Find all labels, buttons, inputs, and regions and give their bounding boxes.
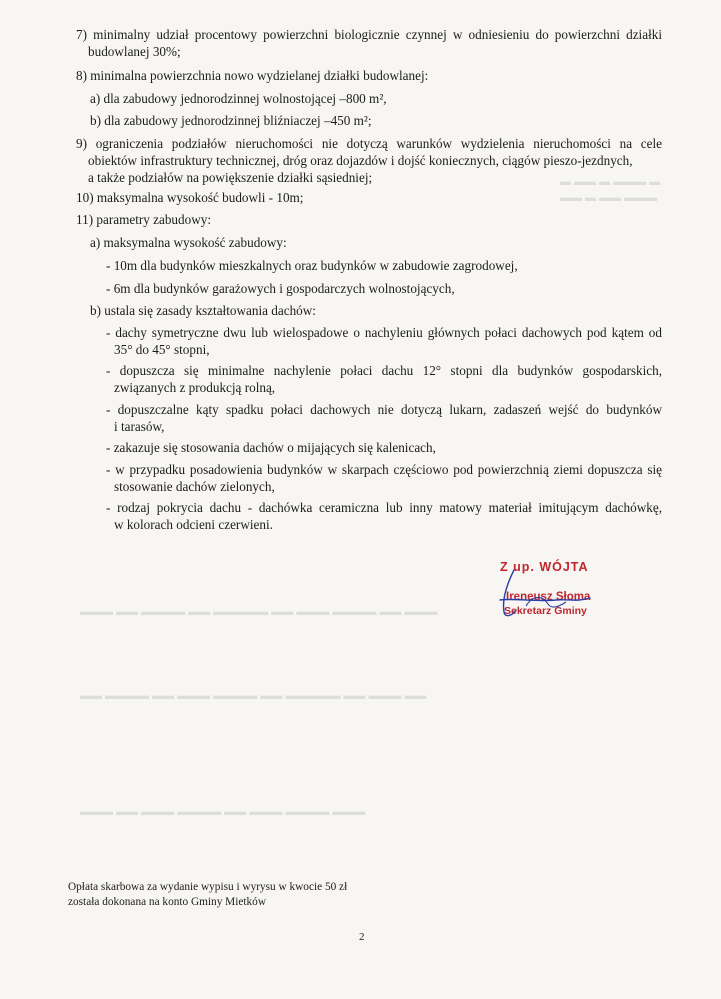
fee-note-line-2: została dokonana na konto Gminy Mietków — [68, 896, 266, 908]
stamp-line-2: Ireneusz Słoma — [506, 591, 591, 603]
bleed-through-text: ▬▬▬ ▬▬ ▬▬▬ ▬▬▬▬ ▬▬ ▬▬▬ ▬▬▬▬ ▬▬▬ — [80, 806, 366, 818]
stamp-line-1: Z up. WÓJTA — [500, 560, 589, 574]
item-9: 9) ograniczenia podziałów nieruchomości nie dotyczą warunków wydzielenia nieruchomości na cele obiektów infrastruktury technicznej, dróg oraz dojazdów i dojść koniecznych, ciągów pieszo-jezdnych, a także podziałów na powiększenie działki sąsiedniej; — [76, 136, 662, 185]
item-11a-2: - 6m dla budynków garażowych i gospodarczych wolnostojących, — [106, 281, 455, 296]
item-11b-5: - w przypadku posadowienia budynków w skarpach częściowo pod powierzchnią ziemi dopuszcza się stosowanie dachów zielonych, — [106, 462, 662, 494]
bleed-through-text: ▬▬▬ ▬▬ ▬▬▬▬ ▬▬ ▬▬▬▬▬ ▬▬ ▬▬▬ ▬▬▬▬ ▬▬ ▬▬▬ — [80, 606, 438, 618]
item-11b-1: - dachy symetryczne dwu lub wielospadowe o nachyleniu głównych połaci dachowych pod kątem od 35° do 45° stopni, — [106, 325, 662, 357]
fee-note — [68, 880, 347, 910]
item-11b-2: - dopuszcza się minimalne nachylenie połaci dachu 12° stopni dla budynków gospodarskich, związanych z produkcją rolną, — [106, 363, 662, 395]
item-8b: b) dla zabudowy jednorodzinnej bliźniaczej –450 m²; — [90, 113, 372, 128]
item-8: 8) minimalna powierzchnia nowo wydzielanej działki budowlanej: — [76, 68, 429, 83]
item-11b-4: - zakazuje się stosowania dachów o mijających się kalenicach, — [106, 440, 436, 455]
fee-note-line-1: Opłata skarbowa za wydanie wypisu i wyrysu w kwocie 50 zł — [68, 881, 348, 893]
item-11a-1: - 10m dla budynków mieszkalnych oraz budynków w zabudowie zagrodowej, — [106, 258, 518, 273]
stamp-line-3: Sekretarz Gminy — [504, 605, 587, 617]
bleed-through-text: ▬ ▬▬ ▬ ▬▬▬ ▬ — [560, 176, 661, 188]
handwritten-signature — [486, 566, 596, 626]
item-8a: a) dla zabudowy jednorodzinnej wolnostojącej –800 m², — [90, 91, 387, 106]
item-7: 7) minimalny udział procentowy powierzchni biologicznie czynnej w odniesieniu do powierzchni działki budowlanej 30%; — [76, 27, 662, 59]
item-11b-6: - rodzaj pokrycia dachu - dachówka ceramiczna lub inny matowy materiał imitującym dachówkę, w kolorach odcieni czerwieni. — [106, 500, 662, 532]
item-11a: a) maksymalna wysokość zabudowy: — [90, 235, 287, 250]
item-10: 10) maksymalna wysokość budowli - 10m; — [76, 190, 304, 205]
page-number: 2 — [359, 931, 365, 943]
bleed-through-text: ▬▬ ▬▬▬▬ ▬▬ ▬▬▬ ▬▬▬▬ ▬▬ ▬▬▬▬▬ ▬▬ ▬▬▬ ▬▬ — [80, 690, 427, 702]
item-11: 11) parametry zabudowy: — [76, 212, 211, 227]
item-11b-3: - dopuszczalne kąty spadku połaci dachowych nie dotyczą lukarn, zadaszeń wejść do budynków i tarasów, — [106, 402, 662, 434]
item-11b: b) ustala się zasady kształtowania dachów: — [90, 303, 316, 318]
bleed-through-text: ▬▬ ▬ ▬▬ ▬▬▬ — [560, 192, 658, 204]
